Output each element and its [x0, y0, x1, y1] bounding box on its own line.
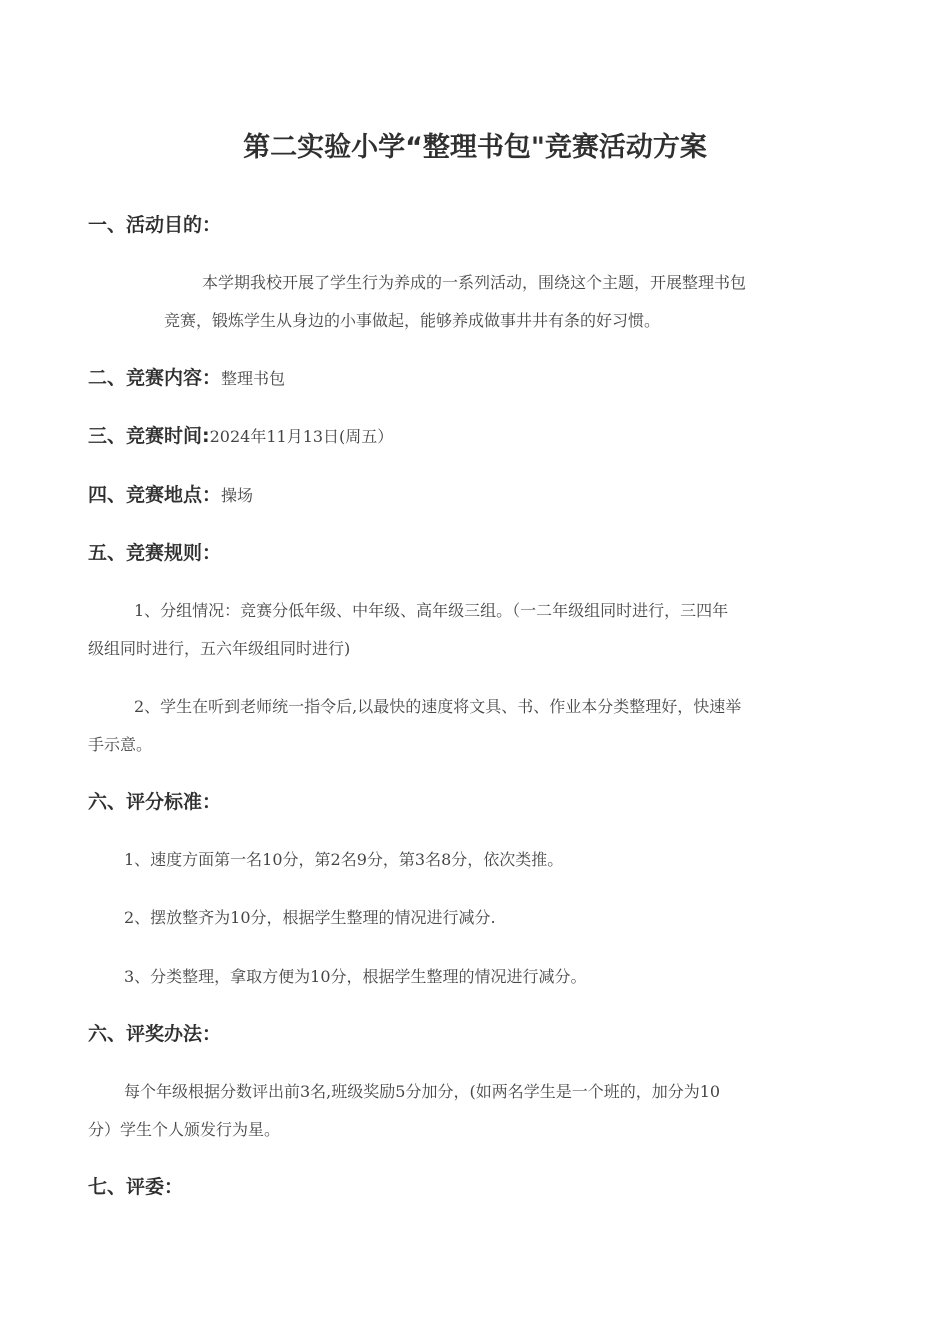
heading-judges: 七、评委： — [88, 1176, 184, 1198]
heading-place-label: 四、竞赛地点： — [88, 484, 222, 506]
rule-2-line-2: 手示意。 — [88, 735, 153, 754]
heading-scoring: 六、评分标准： — [88, 791, 222, 813]
heading-awards: 六、评奖办法： — [88, 1023, 222, 1045]
document-title: 第二实验小学“整理书包"竞赛活动方案 — [243, 132, 707, 163]
heading-rules: 五、竞赛规则： — [88, 542, 222, 564]
time-value: 2024年11月13日(周五） — [209, 427, 394, 446]
purpose-line-2: 竞赛，锻炼学生从身边的小事做起，能够养成做事井井有条的好习惯。 — [164, 311, 661, 330]
rule-1-line-2: 级组同时进行，五六年级组同时进行) — [88, 639, 351, 658]
heading-content — [88, 363, 285, 394]
awards-line-2: 分）学生个人颁发行为星。 — [88, 1120, 281, 1139]
scoring-item-1: 1、速度方面第一名10分，第2名9分，第3名8分，依次类推。 — [124, 850, 564, 869]
heading-content-label: 二、竞赛内容： — [88, 367, 222, 389]
heading-purpose: 一、活动目的： — [88, 214, 222, 236]
awards-line-1: 每个年级根据分数评出前3名,班级奖励5分加分，(如两名学生是一个班的，加分为10 — [124, 1082, 721, 1101]
rule-2-line-1: 2、学生在听到老师统一指令后,以最快的速度将文具、书、作业本分类整理好，快速举 — [134, 697, 742, 716]
purpose-line-1: 本学期我校开展了学生行为养成的一系列活动，围绕这个主题，开展整理书包 — [202, 273, 747, 292]
place-value: 操场 — [221, 486, 254, 505]
heading-time — [88, 421, 393, 452]
rule-1-line-1: 1、分组情况：竞赛分低年级、中年级、高年级三组。（一二年级组同时进行，三四年 — [134, 601, 729, 620]
scoring-item-2: 2、摆放整齐为10分，根据学生整理的情况进行减分. — [124, 908, 496, 927]
heading-place — [88, 480, 253, 511]
heading-time-label: 三、竞赛时间: — [88, 425, 210, 447]
content-value: 整理书包 — [221, 369, 286, 388]
scoring-item-3: 3、分类整理，拿取方便为10分，根据学生整理的情况进行减分。 — [124, 967, 587, 986]
